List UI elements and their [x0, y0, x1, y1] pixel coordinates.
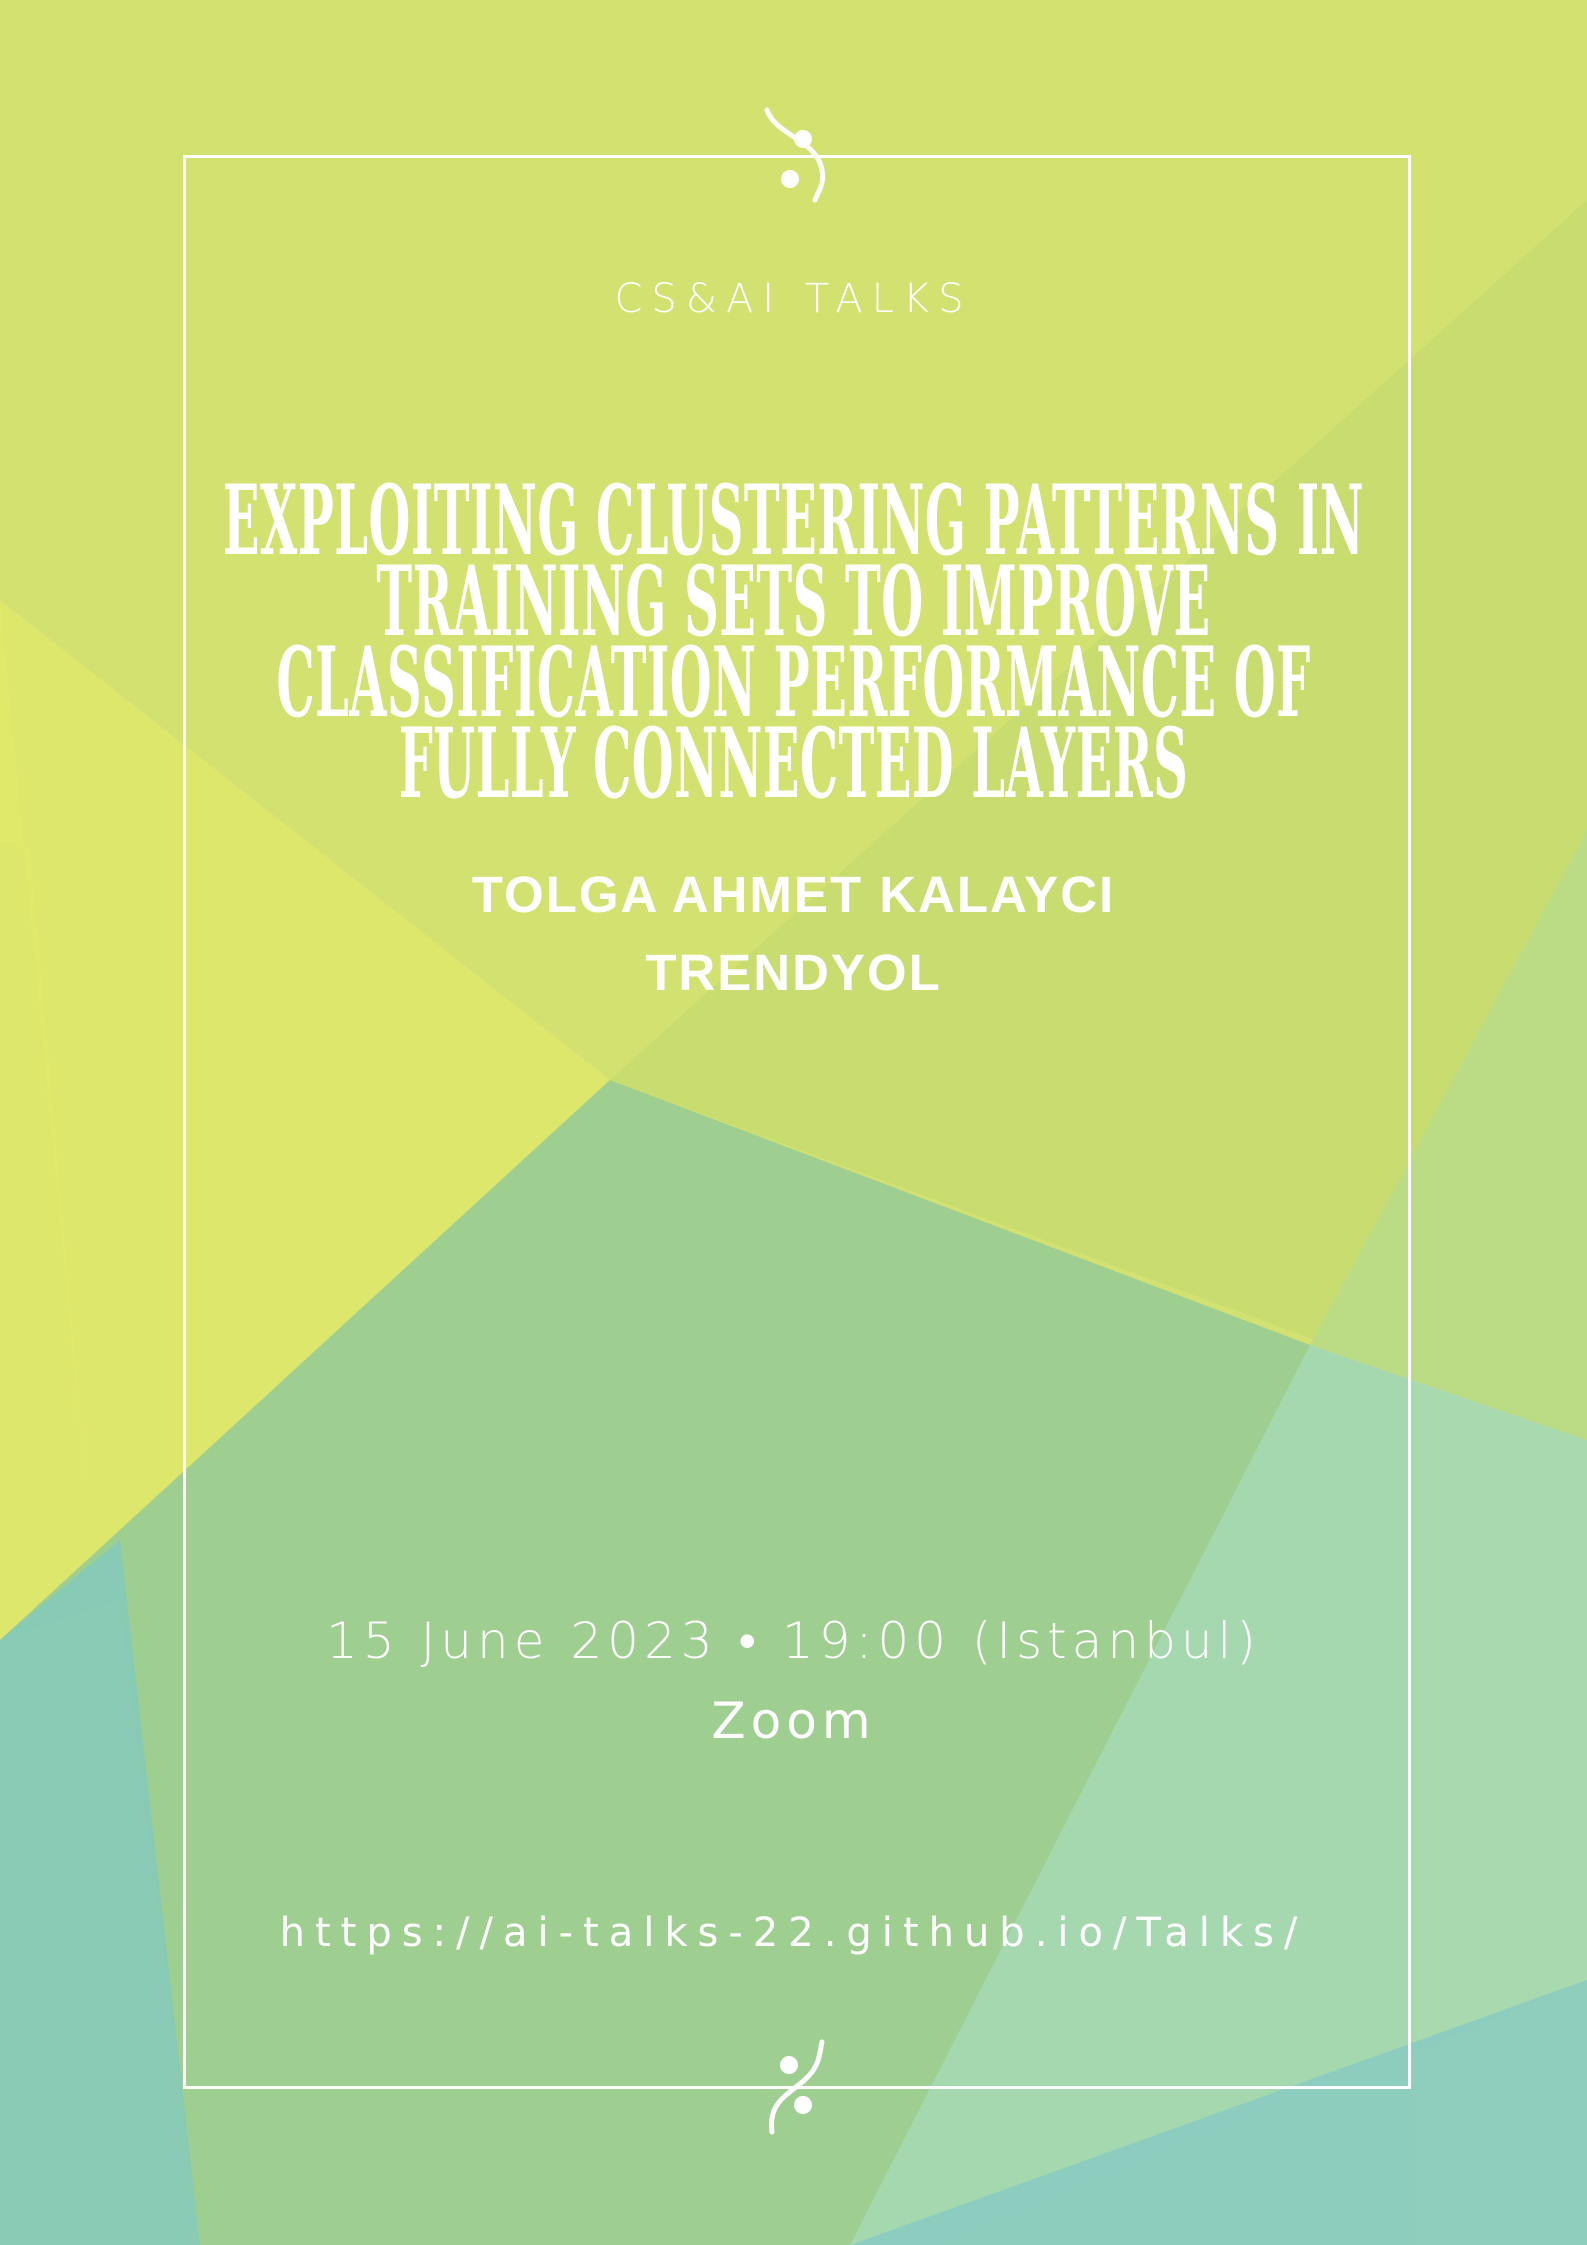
speaker-name: TOLGA AHMET KALAYCI [471, 866, 1116, 923]
talk-title: EXPLOITING CLUSTERING PATTERNS IN TRAINING SETS TO IMPROVE CLASSIFICATION PERFORMANCE OF FULLY CONNECTED LAYERS [222, 464, 1365, 820]
series-label: CS&AI TALKS [614, 276, 973, 322]
ornament-top-icon [757, 105, 837, 205]
event-venue: Zoom [711, 1692, 876, 1750]
talk-title-wrapper [0, 464, 1587, 820]
event-datetime: 15 June 2023 • 19:00 (Istanbul) [326, 1612, 1261, 1670]
ornament-bottom-icon [757, 2037, 837, 2137]
speaker-affiliation: TRENDYOL [645, 944, 942, 1001]
event-url[interactable]: https://ai-talks-22.github.io/Talks/ [279, 1910, 1308, 1956]
poster-frame [183, 155, 1411, 2089]
